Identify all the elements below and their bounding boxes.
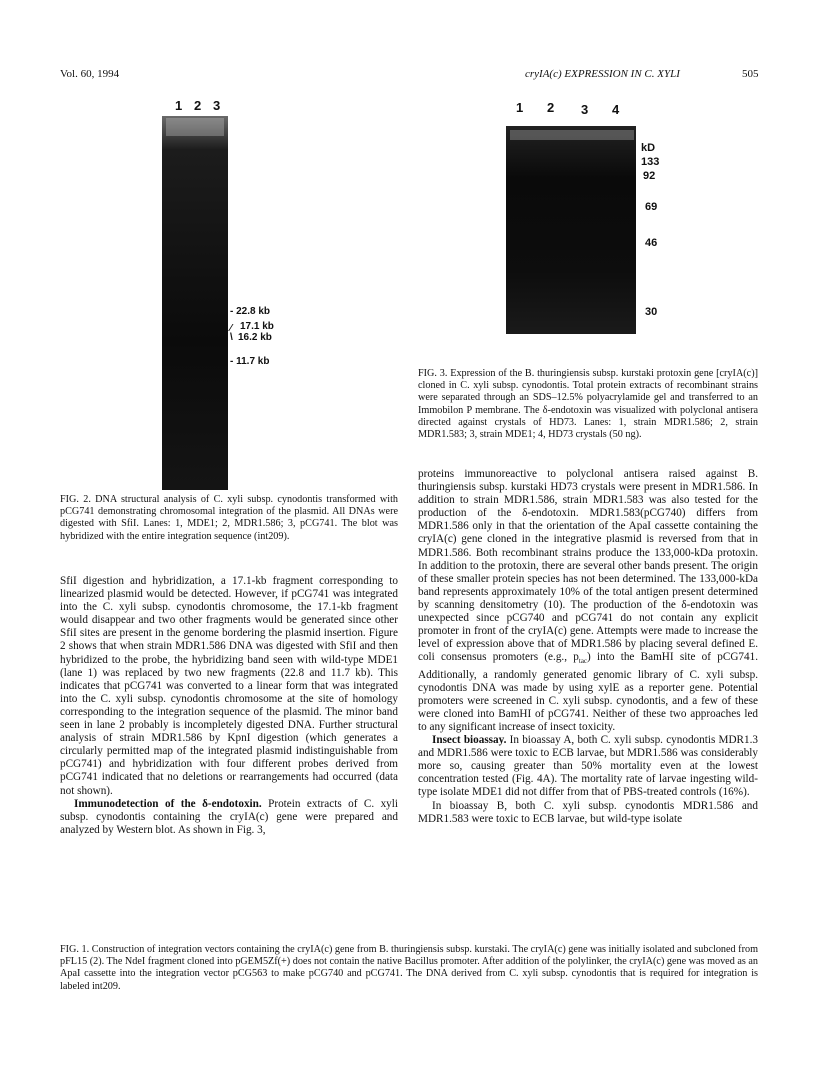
fig3-lane-label: 2 [547,100,555,115]
fig2-lane-label: 2 [194,98,202,113]
blot-smear [166,118,224,136]
fig2-marker: - 22.8 kb [230,306,271,317]
paragraph-text: In bioassay A, both C. xyli subsp. cynodontis MDR1.3 and MDR1.586 were toxic to ECB larvae, but MDR1.586 was considerably more so, causing greater than 50% mortality even at the lowest concentration tested (Fig. 4A). The mortality rate of larvae ingesting wild-type isolate MDE1 did not differ from that of PBS-treated controls (16%). [418,734,759,799]
running-header-volume: Vol. 60, 1994 [60,68,120,80]
paragraph-text: Protein extracts of C. xyli subsp. cynodontis containing the cryIA(c) gene were prepared and analyzed by Western blot. As shown in Fig. 3, [60,797,398,836]
running-header-page: 505 [742,68,759,80]
left-column-text [60,575,398,837]
paragraph [60,798,398,837]
paragraph-text: ) into the BamHI site of pCG741. Additionally, a randomly generated genomic library of C. xyli subsp. cynodontis DNA was made by using xylE as a reporter gene. Potential promoters were screened in C. xyli subsp. cynodontis, and a few of these were cloned into BamHI of pCG741. Neither of these two approaches led to any significant increase of insect toxicity. [418,651,758,734]
southern-blot-image [162,116,228,490]
paragraph [418,734,758,799]
fig3-marker: 30 [645,306,658,318]
fig3-marker: 69 [645,201,658,213]
section-run-in-heading: Insect bioassay. [432,734,507,747]
fig2-lane-label: 1 [175,98,183,113]
fig2-marker-tick: \ [230,332,233,343]
fig1-caption: FIG. 1. Construction of integration vectors containing the cryIA(c) gene from B. thuringiensis subsp. kurstaki. The cryIA(c) gene was initially isolated and subcloned from pFL15 (2). The NdeI fragment cloned into pGEM5Zf(+) does not contain the native Bacillus promoter. After addition of the polylinker, the cryIA(c) gene was moved as an ApaI cassette into the integration vector pCG563 to make pCG740 and pCG741. The DNA derived from C. xyli subsp. cynodontis that is required for integration is labeled int209. [60,944,758,992]
fig3-caption: FIG. 3. Expression of the B. thuringiensis subsp. kurstaki protoxin gene [cryIA(c)] cloned in C. xyli subsp. cynodontis. Total protein extracts of recombinant strains were separated through an SDS–12.5% polyacrylamide gel and transferred to an Immobilon P membrane. The δ-endotoxin was visualized with polyclonal antisera directed against crystals of HD73. Lanes: 1, strain MDR1.586; 2, strain MDR1.583; 3, strain MDE1; 4, HD73 crystals (50 ng). [418,368,758,441]
fig2-marker: 17.1 kb [240,321,274,332]
paragraph: SfiI digestion and hybridization, a 17.1-kb fragment corresponding to linearized plasmid would be detected. However, if pCG741 was integrated into the C. xyli subsp. cynodontis chromosome, the 17.1-kb fragment would disappear and two other fragments would be generated since other SfiI sites are present in the genome bordering the plasmid insertion. Figure 2 shows that when strain MDR1.586 DNA was digested with SfiI and then hybridized to the probe, the hybridizing band seen with wild-type MDE1 (lane 1) was replaced by two new fragments (22.8 and 11.7 kb). This indicates that pCG741 was converted to a linear form that was integrated into the C. xyli subsp. cynodontis chromosome at the site of homology corresponding to the integration sequence of the plasmid. The minor band seen in lane 2 probably is incompletely digested DNA. Further structural analysis of strain MDR1.586 by KpnI digestion (which generates a circularly permitted map of the integrated plasmid indistinguishable from pCG741) and hybridization with four different probes derived from pCG741 indicated that no deletions or rearrangements had occurred (data not shown). [60,575,398,797]
fig2-marker-tick: ⁄ [230,323,232,334]
paragraph-text: proteins immunoreactive to polyclonal antisera raised against B. thuringiensis subsp. kurstaki HD73 crystals were present in MDR1.586. In addition to strain MDR1.586, strain MDR1.583 was also tested for the production of the δ-endotoxin. MDR1.583(pCG740) differs from MDR1.586 only in that the orientation of the ApaI cassette containing the cryIA(c) gene cloned in the integrative plasmid is reversed from that in MDR1.586. Both recombinant strains produce the 133,000-kDa protoxin. In addition to the protoxin, there are several other bands present. The origin of these smaller protein species has not been determined. The 133,000-kDa band represents approximately 10% of the total antigen present determined by scanning densitometry (10). The production of the δ-endotoxin was unexpected since pCG740 and pCG741 do not contain any explicit promoter in front of the cryIA(c) gene. Attempts were made to increase the level of expression above that of MDR1.586 by placing several defined E. coli consensus promoters (e.g., p [418,468,758,664]
fig2-lane-label: 3 [213,98,221,113]
fig3-marker: 92 [643,170,656,182]
fig3-lane-label: 3 [581,102,589,117]
fig3-unit-label: kD [641,142,656,154]
fig3-lane-label: 1 [516,100,524,115]
figure-2 [160,98,310,490]
fig3-lane-label: 4 [612,102,620,117]
fig2-caption: FIG. 2. DNA structural analysis of C. xyli subsp. cynodontis transformed with pCG741 demonstrating chromosomal integration of the plasmid. All DNAs were digested with SfiI. Lanes: 1, MDE1; 2, MDR1.586; 3, pCG741. The blot was hybridized with the entire integration sequence (int209). [60,494,398,542]
fig2-marker: - 11.7 kb [230,356,270,367]
paragraph [418,468,758,734]
paragraph: In bioassay B, both C. xyli subsp. cynodontis MDR1.586 and MDR1.583 were toxic to ECB larvae, but wild-type isolate [418,799,758,825]
fig2-marker: 16.2 kb [238,332,272,343]
figure-3 [500,98,700,338]
section-run-in-heading: Immunodetection of the δ-endotoxin. [74,797,262,810]
running-header-title: cryIA(c) EXPRESSION IN C. XYLI [525,68,680,80]
western-blot-image [506,126,636,334]
fig3-marker: 133 [641,156,660,168]
blot-band-protoxin [510,130,634,140]
right-column-text [418,468,758,826]
fig3-marker: 46 [645,237,658,249]
subscript: tac [578,657,588,666]
